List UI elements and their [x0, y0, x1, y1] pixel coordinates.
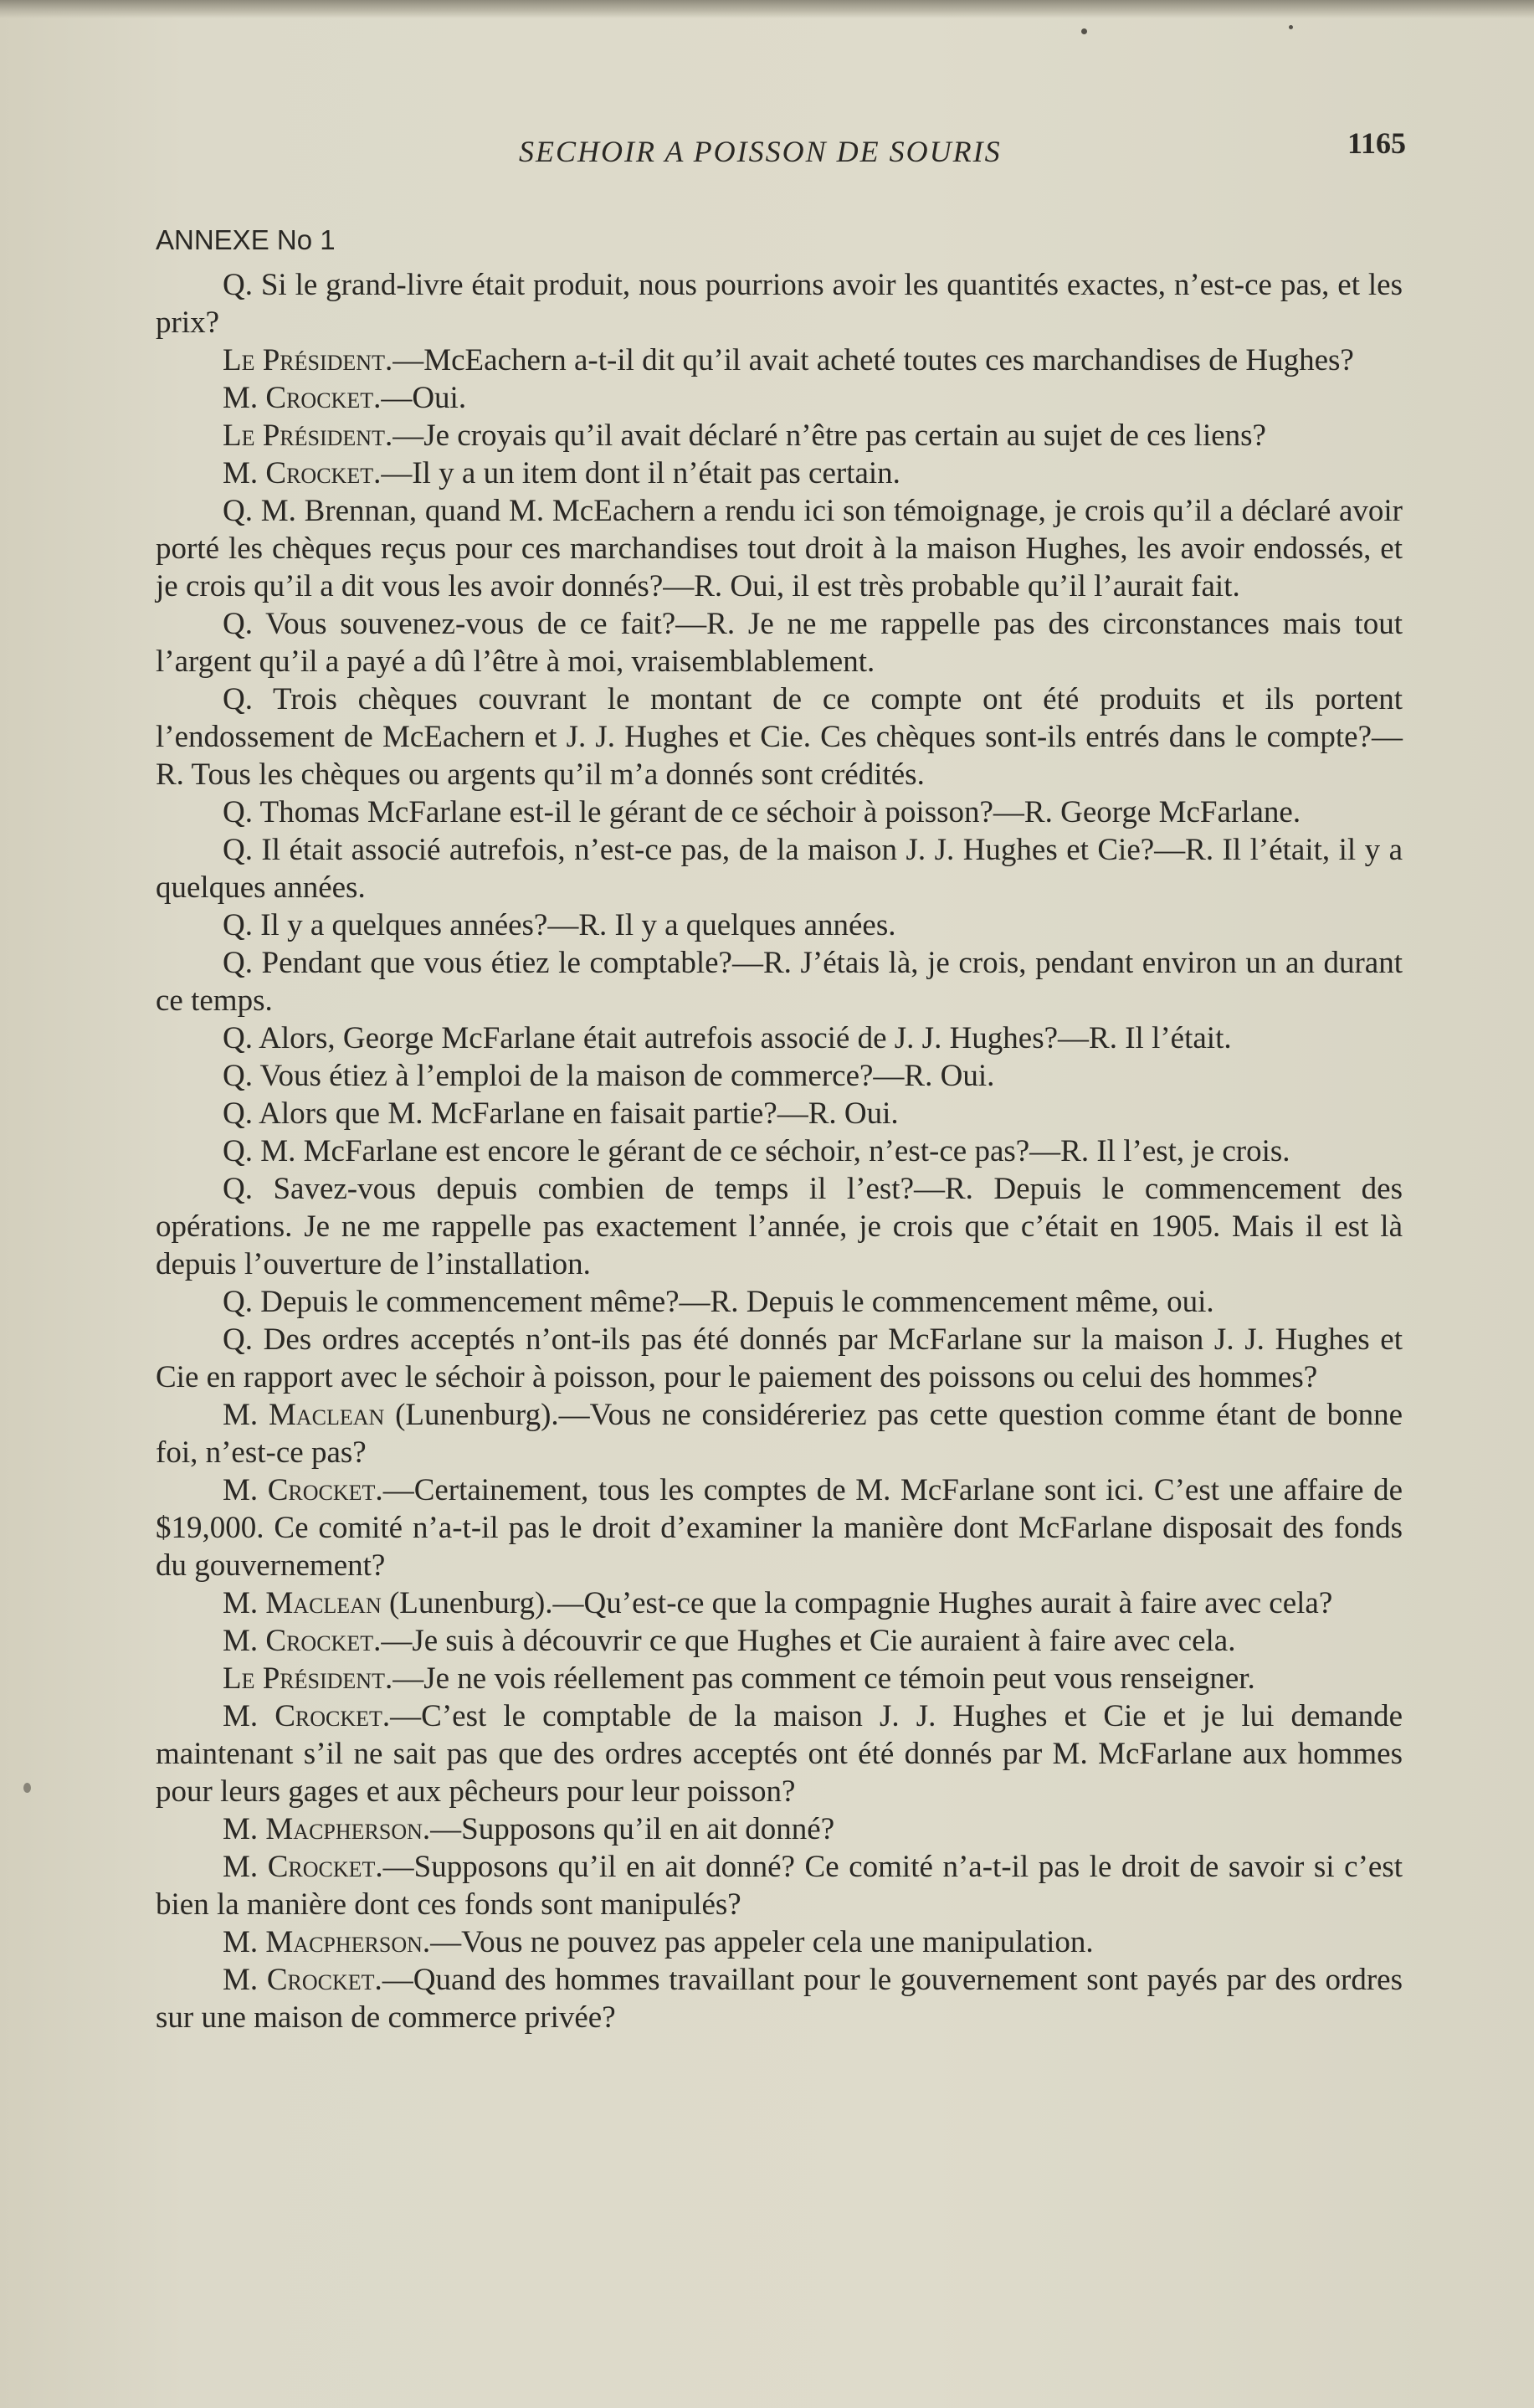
paragraph-text: Q. Thomas McFarlane est-il le gérant de ce séchoir à poisson?—R. George McFarlane. [223, 795, 1301, 829]
paragraph [156, 454, 1403, 492]
paragraph [156, 1584, 1403, 1622]
paragraph [156, 341, 1403, 379]
paragraph [156, 379, 1403, 417]
paragraph [156, 266, 1403, 341]
paragraph-text: Q. Si le grand-livre était produit, nous pourrions avoir les quantités exactes, n’est-ce pas, et les prix? [156, 268, 1403, 340]
paragraph [156, 1961, 1403, 2036]
speaker-name: M. Maclean [223, 1586, 382, 1620]
paragraph-text: —Quand des hommes travaillant pour le gouvernement sont payés par des ordres sur une maison de commerce privée? [156, 1963, 1403, 2035]
paragraph-text: Q. M. Brennan, quand M. McEachern a rendu ici son témoignage, je crois qu’il a déclaré avoir porté les chèques reçus pour ces marchandises tout droit à la maison Hughes, les avoir endossés, et je crois qu’il a dit vous les avoir donnés?—R. Oui, il est très probable qu’il l’aurait fait. [156, 494, 1403, 603]
paragraph [156, 417, 1403, 454]
paragraph-text: Q. Il était associé autrefois, n’est-ce pas, de la maison J. J. Hughes et Cie?—R. Il l’était, il y a quelques années. [156, 833, 1403, 905]
paragraph [156, 906, 1403, 944]
paragraph-text: Q. Alors que M. McFarlane en faisait partie?—R. Oui. [223, 1096, 899, 1131]
paragraph-text: Q. M. McFarlane est encore le gérant de ce séchoir, n’est-ce pas?—R. Il l’est, je crois. [223, 1134, 1290, 1168]
paragraph-text: —Je croyais qu’il avait déclaré n’être pas certain au sujet de ces liens? [392, 418, 1266, 453]
paragraph [156, 605, 1403, 680]
paragraph [156, 793, 1403, 831]
paragraph [156, 831, 1403, 906]
paragraph-text: (Lunenburg).—Qu’est-ce que la compagnie Hughes aurait à faire avec cela? [381, 1586, 1333, 1620]
paper-speck [1081, 28, 1087, 34]
speaker-name: Le Président. [223, 343, 393, 377]
paragraph [156, 1471, 1403, 1584]
paragraph-text: Q. Pendant que vous étiez le comptable?—R. J’étais là, je crois, pendant environ un an durant ce temps. [156, 946, 1403, 1018]
paragraph [156, 1283, 1403, 1321]
paragraph-text: Q. Trois chèques couvrant le montant de ce compte ont été produits et ils portent l’endossement de McEachern et J. J. Hughes et Cie. Ces chèques sont-ils entrés dans le compte?—R. Tous les chèques ou argents qu’il m’a donnés sont crédités. [156, 682, 1403, 792]
speaker-name: M. Crocket. [223, 1473, 383, 1507]
running-title: SECHOIR A POISSON DE SOURIS [519, 135, 1002, 168]
speaker-name: Le Président. [223, 1661, 393, 1696]
paragraph [156, 1057, 1403, 1095]
paragraph-text: —Je suis à découvrir ce que Hughes et Cie auraient à faire avec cela. [381, 1624, 1236, 1658]
paragraph-text: Q. Savez-vous depuis combien de temps il l’est?—R. Depuis le commencement des opérations. Je ne me rappelle pas exactement l’année, je crois que c’était en 1905. Mais il est là depuis l’ouverture de l’installation. [156, 1172, 1403, 1281]
paragraph [156, 1697, 1403, 1810]
paragraph [156, 1622, 1403, 1660]
paragraph [156, 944, 1403, 1019]
speaker-name: M. Crocket. [223, 1699, 391, 1733]
paragraph-text: Q. Vous souvenez-vous de ce fait?—R. Je ne me rappelle pas des circonstances mais tout l’argent qu’il a payé a dû l’être à moi, vraisemblablement. [156, 607, 1403, 679]
paragraph-text: —Vous ne pouvez pas appeler cela une manipulation. [430, 1925, 1094, 1959]
paragraph-text: (Lunenburg).—Vous ne considéreriez pas cette question comme étant de bonne foi, n’est-ce pas? [156, 1398, 1403, 1470]
paragraph [156, 1132, 1403, 1170]
paragraph-text: Q. Des ordres acceptés n’ont-ils pas été donnés par McFarlane sur la maison J. J. Hughes et Cie en rapport avec le séchoir à poisson, pour le paiement des poissons ou celui des hommes? [156, 1322, 1403, 1394]
speaker-name: M. Maclean [223, 1398, 385, 1432]
speaker-name: M. Crocket. [223, 456, 382, 490]
testimony-body [156, 266, 1403, 2036]
speaker-name: M. Crocket. [223, 381, 382, 415]
paragraph-text: —McEachern a-t-il dit qu’il avait acheté toutes ces marchandises de Hughes? [392, 343, 1354, 377]
paragraph-text: Q. Vous étiez à l’emploi de la maison de commerce?—R. Oui. [223, 1059, 995, 1093]
speaker-name: M. Crocket. [223, 1963, 382, 1997]
speaker-name: M. Macpherson. [223, 1925, 431, 1959]
paragraph [156, 1019, 1403, 1057]
speaker-name: M. Crocket. [223, 1624, 382, 1658]
paragraph-text: —Supposons qu’il en ait donné? [430, 1812, 835, 1846]
paragraph-text: —Il y a un item dont il n’était pas certain. [381, 456, 900, 490]
paragraph-text: —Certainement, tous les comptes de M. McFarlane sont ici. C’est une affaire de $19,000. Ce comité n’a-t-il pas le droit d’examiner la manière dont McFarlane disposait des fonds du gouvernement? [156, 1473, 1403, 1583]
paragraph [156, 680, 1403, 793]
paragraph-text: —Supposons qu’il en ait donné? Ce comité n’a-t-il pas le droit de savoir si c’est bien la manière dont ces fonds sont manipulés? [156, 1850, 1403, 1922]
paragraph [156, 1660, 1403, 1697]
paragraph-text: Q. Alors, George McFarlane était autrefois associé de J. J. Hughes?—R. Il l’était. [223, 1021, 1232, 1055]
speaker-name: M. Macpherson. [223, 1812, 431, 1846]
annex-label: ANNEXE No 1 [156, 224, 336, 255]
paragraph-text: Q. Depuis le commencement même?—R. Depuis le commencement même, oui. [223, 1285, 1214, 1319]
paragraph [156, 1321, 1403, 1396]
paragraph [156, 1923, 1403, 1961]
paragraph-text: —Je ne vois réellement pas comment ce témoin peut vous renseigner. [392, 1661, 1255, 1696]
paragraph [156, 1848, 1403, 1923]
page-number: 1165 [1347, 126, 1407, 160]
paper-speck [23, 1783, 31, 1793]
paragraph [156, 1396, 1403, 1471]
page-top-edge [0, 0, 1534, 18]
speaker-name: M. Crocket. [223, 1850, 383, 1884]
paragraph-text: —Oui. [381, 381, 467, 415]
paragraph [156, 1810, 1403, 1848]
paragraph [156, 492, 1403, 605]
paper-speck [1289, 25, 1293, 29]
speaker-name: Le Président. [223, 418, 393, 453]
paragraph [156, 1170, 1403, 1283]
paragraph-text: —C’est le comptable de la maison J. J. Hughes et Cie et je lui demande maintenant s’il ne sait pas que des ordres acceptés ont été donnés par M. McFarlane aux hommes pour leurs gages et aux pêcheurs pour leur poisson? [156, 1699, 1403, 1809]
paragraph-text: Q. Il y a quelques années?—R. Il y a quelques années. [223, 908, 896, 942]
paragraph [156, 1095, 1403, 1132]
